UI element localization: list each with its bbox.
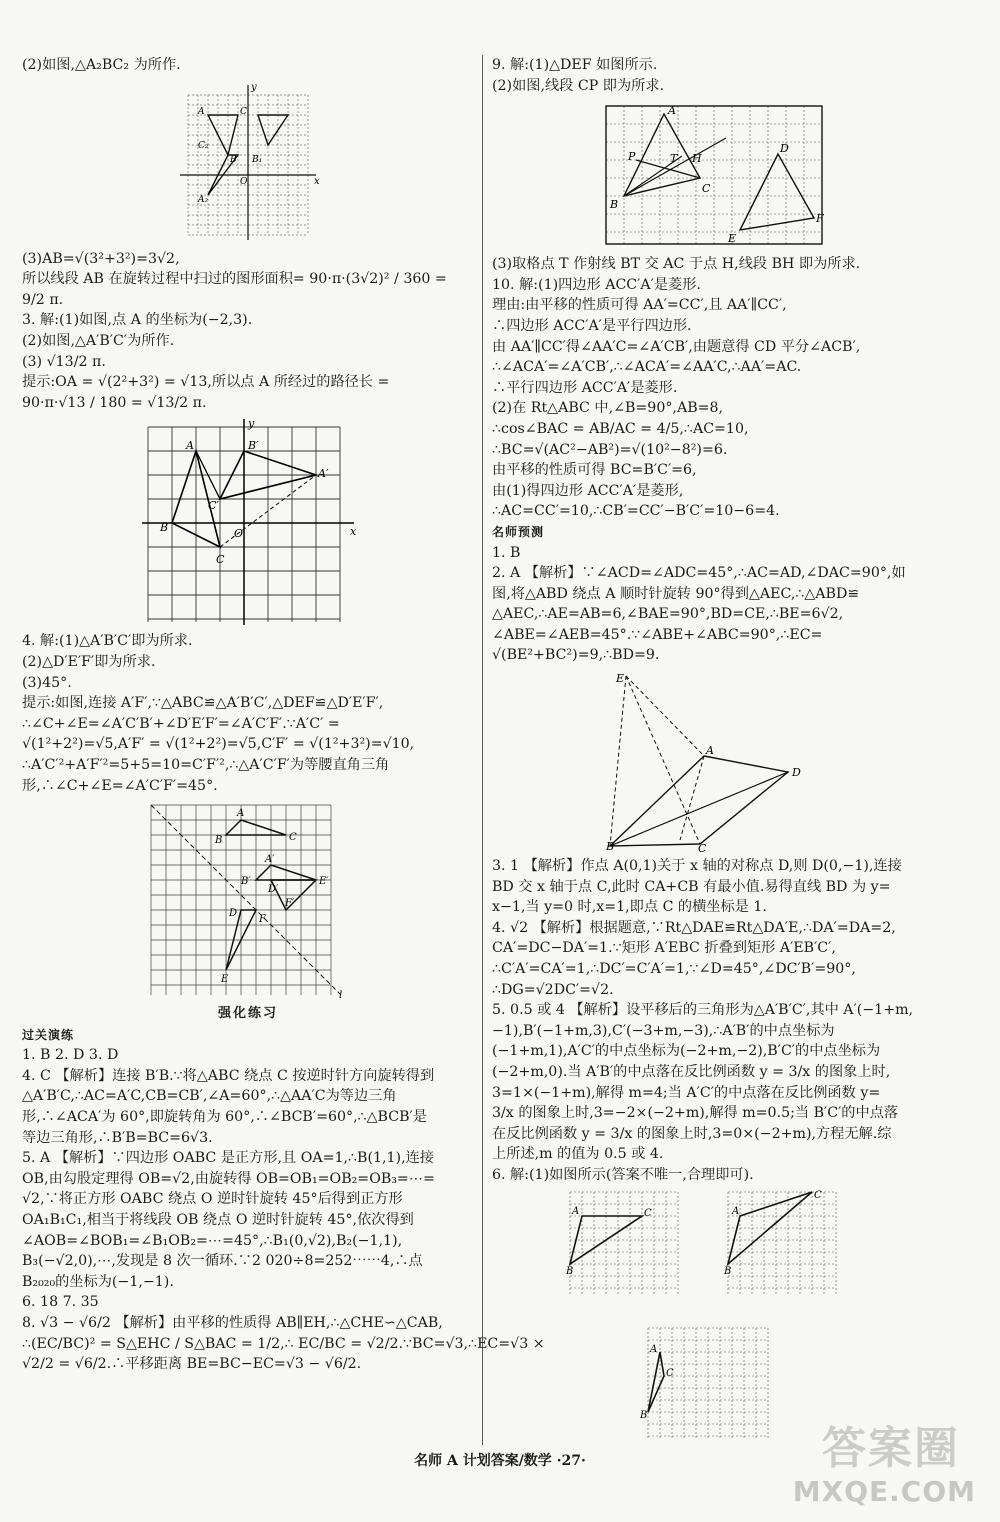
text-line: CA′=DC−DA′=1.∵矩形 A′EBC 折叠到矩形 A′EB′C′, <box>492 940 836 957</box>
text-line: 提示:OA = √(2²+3²) = √13,所以点 A 所经过的路径长 = <box>22 374 390 391</box>
text-line: 5. A 【解析】∵四边形 OABC 是正方形,且 OA=1,∴B(1,1),连接 <box>22 1150 434 1167</box>
text-line: (3)取格点 T 作射线 BT 交 AC 于点 H,线段 BH 即为所求. <box>492 256 861 273</box>
text-line: −1),B′(−1+m,3),C′(−3+m,−3),∴A′B′的中点坐标为 <box>492 1022 835 1039</box>
left-block-d <box>22 1045 545 1375</box>
text-line: ∴A′C′²+A′F′²=5+5=10=C′F′²,∴△A′C′F′为等腰直角三角 <box>22 756 390 773</box>
svg-text:C: C <box>702 182 711 196</box>
text-line: 90·π·√13 / 180 = √13/2 π. <box>22 394 207 411</box>
left-block-a <box>22 55 474 76</box>
svg-text:B′: B′ <box>248 439 259 453</box>
right-block-b <box>492 254 940 522</box>
text-line: OB,由勾股定理得 OB=√2,由旋转得 OB=OB₁=OB₂=OB₃=⋯= <box>22 1170 435 1187</box>
text-line: ∴BC=√(AC²−AB²)=√(10²−8²)=6. <box>492 441 728 458</box>
text-line: 等边三角形,∴B′B=BC=6√3. <box>22 1129 213 1146</box>
text-line: ∴DG=√2DC′=√2. <box>492 981 614 998</box>
svg-text:y: y <box>251 81 257 93</box>
text-line: 由平移的性质可得 BC=B′C′=6, <box>492 462 697 479</box>
figure-symmetry-grid <box>141 800 356 1000</box>
text-line: (2)如图,线段 CP 即为所求. <box>492 77 665 94</box>
text-line: 4. C 【解析】连接 B′B.∵将△ABC 绕点 C 按逆时针方向旋转得到 <box>22 1067 435 1084</box>
svg-text:D: D <box>228 908 237 920</box>
text-line: (3)45°. <box>22 674 72 691</box>
text-line: ∴cos∠BAC = AB/AC = 4/5,∴AC=10, <box>492 420 749 437</box>
svg-text:F′: F′ <box>284 898 294 910</box>
text-line: 2. A 【解析】∵∠ACD=∠ADC=45°,∴AC=AD,∠DAC=90°,如 <box>492 565 906 582</box>
svg-text:F: F <box>816 212 824 226</box>
text-line: 10. 解:(1)四边形 ACC′A′是菱形. <box>492 276 701 293</box>
text-line: ∴(EC/BC)² = S△EHC / S△BAC = 1/2,∴ EC/BC = √2/2.∵BC=√3,∴EC=√3 × <box>22 1335 545 1352</box>
text-line: 9/2 π. <box>22 291 64 308</box>
text-line: √2/2 = √6/2.∴平移距离 BE=BC−EC=√3 − √6/2. <box>22 1356 362 1373</box>
text-line: ∴∠ACA′=∠A′CB′,∴∠ACA′=∠AA′C,∴AA′=AC. <box>492 359 802 376</box>
text-line: 3. 解:(1)如图,点 A 的坐标为(−2,3). <box>22 312 253 329</box>
svg-text:A: A <box>186 439 194 453</box>
svg-text:C: C <box>666 1367 674 1379</box>
svg-text:C: C <box>814 1189 822 1201</box>
svg-text:A: A <box>706 744 714 758</box>
svg-text:E′: E′ <box>318 876 329 888</box>
text-line: ∴AC=CC′=10,∴CB′=CC′−B′C′=10−6=4. <box>492 503 780 520</box>
right-block-d <box>492 856 940 1186</box>
svg-text:A: A <box>198 106 205 117</box>
text-line: √(1²+2²)=√5,A′F′ = √(1²+2²)=√5,C′F′ = √(1²+3²)=√10, <box>22 736 415 753</box>
text-line: (2)△D′E′F′即为所求. <box>22 653 156 670</box>
figure-group-q6 <box>492 1186 940 1446</box>
svg-text:A′: A′ <box>318 467 329 481</box>
svg-text:A₂: A₂ <box>198 194 209 205</box>
svg-text:A: A <box>732 1205 740 1217</box>
svg-text:B: B <box>160 521 169 535</box>
text-line: ∴四边形 ACC′A′是平行四边形. <box>492 317 692 334</box>
text-line: (2)在 Rt△ABC 中,∠B=90°,AB=8, <box>492 400 724 417</box>
column-divider <box>482 55 483 1445</box>
svg-text:C: C <box>698 842 707 856</box>
text-line: △A′B′C,∴AC=A′C,CB=CB′,∠A=60°,∴△AA′C为等边三角 <box>22 1088 397 1105</box>
svg-text:C: C <box>216 553 225 567</box>
svg-text:B′: B′ <box>240 876 251 888</box>
svg-text:A: A <box>236 808 244 820</box>
text-line: B₃(−√2,0),⋯,发现是 8 次一循环.∵2 020÷8=252⋯⋯4,∴点 <box>22 1253 423 1270</box>
text-line: ∴平行四边形 ACC′A′是菱形. <box>492 379 678 396</box>
text-line: 9. 解:(1)△DEF 如图所示. <box>492 57 658 73</box>
text-line: √(BE²+BC²)=9,∴BD=9. <box>492 647 660 664</box>
svg-text:C′: C′ <box>208 499 219 513</box>
figure-q6-grid-2 <box>724 1188 842 1298</box>
text-line: 上所述,m 的值为 0.5 或 4. <box>492 1146 664 1163</box>
svg-text:D: D <box>792 766 801 780</box>
text-line: (2)如图,△A′B′C′为所作. <box>22 332 175 349</box>
text-line: △AEC,∴AE=AB=6,∠BAE=90°,BD=CE,∴BE=6√2, <box>492 606 844 623</box>
left-block-b <box>22 249 474 414</box>
sub-heading-practice: 过关演练 <box>22 1027 75 1042</box>
left-block-c <box>22 631 474 796</box>
text-line: 形,∴∠ACA′为 60°,即旋转角为 60°,∴∠BCB′=60°,∴△BCB′是 <box>22 1109 427 1126</box>
text-line: 4. 解:(1)△A′B′C′即为所求. <box>22 633 193 650</box>
svg-text:B₁: B₁ <box>252 154 263 165</box>
right-block-c <box>492 543 940 667</box>
svg-text:C: C <box>240 106 247 117</box>
figure-quadrilateral-abdc <box>606 670 826 856</box>
text-line: OA₁B₁C₁,相当于将线段 OB 绕点 O 逆时针旋转 45°,依次得到 <box>22 1212 414 1229</box>
right-column <box>492 55 940 1446</box>
text-line: (3) √13/2 π. <box>22 353 106 370</box>
text-line: ∠AOB=∠BOB₁=∠B₁OB₂=⋯=45°,∴B₁(0,√2),B₂(−1,1), <box>22 1232 403 1249</box>
text-line: √2,∵将正方形 OABC 绕点 O 逆时针旋转 45°后得到正方形 <box>22 1191 403 1208</box>
text-line: (2)如图,△A₂BC₂ 为所作. <box>22 57 181 73</box>
text-line: 在反比例函数 y = 3/x 的图象上时,3=0×(−2+m),方程无解.综 <box>492 1125 892 1142</box>
text-line: B₂₀₂₀的坐标为(−1,−1). <box>22 1273 174 1290</box>
svg-text:A: A <box>650 1343 658 1355</box>
text-line: ∴∠C+∠E=∠A′C′B′+∠D′E′F′=∠A′C′F′.∵A′C′ = <box>22 715 340 732</box>
watermark-logo-text: 答案圈 <box>822 1423 960 1474</box>
watermark-url: MXQE.COM <box>792 1475 976 1508</box>
text-line: 3=1×(−1+m),解得 m=4;当 A′C′的中点落在反比例函数 y= <box>492 1084 881 1101</box>
svg-text:H: H <box>692 152 702 166</box>
svg-text:B: B <box>640 1409 648 1421</box>
text-line: 5. 0.5 或 4 【解析】设平移后的三角形为△A′B′C′,其中 A′(−1+m, <box>492 1002 914 1019</box>
text-line: 由 AA′∥CC′得∠AA′C=∠A′CB′,由题意得 CD 平分∠ACB′, <box>492 338 861 355</box>
figure-triangle-def-grid <box>600 100 832 250</box>
svg-text:O: O <box>240 176 248 187</box>
svg-text:C: C <box>288 832 297 844</box>
svg-text:A: A <box>572 1205 580 1217</box>
svg-text:O: O <box>234 527 244 541</box>
figure-q6-grid-3 <box>642 1324 778 1444</box>
svg-text:B: B <box>610 198 619 212</box>
text-line: 4. √2 【解析】根据题意,∵Rt△DAE≌Rt△DA′E,∴DA′=DA=2, <box>492 919 896 936</box>
figure-q6-grid-1 <box>566 1188 684 1298</box>
text-line: 所以线段 AB 在旋转过程中扫过的图形面积= 90·π·(3√2)² / 360 = <box>22 271 447 288</box>
text-line: (−2+m,0).当 A′B′的中点落在反比例函数 y = 3/x 的图象上时, <box>492 1064 891 1080</box>
text-line: 形,∴∠C+∠E=∠A′C′F′=45°. <box>22 777 218 794</box>
figure-rotation-grid <box>178 80 318 245</box>
text-line: 图,将△ABD 绕点 A 顺时针旋转 90°得到△AEC,∴△ABD≌ <box>492 585 860 602</box>
svg-text:C₂: C₂ <box>198 140 209 151</box>
svg-text:F: F <box>258 914 266 926</box>
svg-text:x: x <box>350 525 357 539</box>
svg-text:B: B <box>724 1265 732 1277</box>
svg-text:B: B <box>214 835 222 847</box>
right-block-a <box>492 55 940 96</box>
text-line: (−1+m,1),A′C′的中点坐标为(−2+m,−2),B′C′的中点坐标为 <box>492 1043 881 1060</box>
svg-text:E: E <box>220 974 228 986</box>
text-line: 6. 18 7. 35 <box>22 1294 99 1311</box>
text-line: (3)AB=√(3²+3²)=3√2, <box>22 250 180 267</box>
text-line: 由(1)得四边形 ACC′A′是菱形, <box>492 482 684 499</box>
text-line: ∴C′A′=CA′=1,∴DC′=C′A′=1,∵∠D=45°,∠DC′B′=90°, <box>492 961 856 978</box>
text-line: ∠ABE=∠AEB=45°.∵∠ABE+∠ABC=90°,∴EC= <box>492 626 823 643</box>
text-line: 6. 解:(1)如图所示(答案不唯一,合理即可). <box>492 1166 754 1183</box>
text-line: 提示:如图,连接 A′F′,∵△ABC≌△A′B′C′,△DEF≌△D′E′F′, <box>22 695 384 712</box>
svg-text:B: B <box>606 840 615 854</box>
svg-text:B: B <box>566 1265 574 1277</box>
svg-text:l: l <box>338 990 342 1002</box>
text-line: 8. √3 − √6/2 【解析】由平移的性质得 AB∥EH,∴△CHE∽△CAB, <box>22 1315 443 1331</box>
text-line: BD 交 x 轴于点 C,此时 CA+CB 有最小值.易得直线 BD 为 y= <box>492 878 891 895</box>
svg-text:A: A <box>668 104 676 118</box>
svg-text:y: y <box>248 417 255 431</box>
svg-text:P: P <box>628 150 636 164</box>
text-line: 理由:由平移的性质可得 AA′=CC′,且 AA′∥CC′, <box>492 297 787 314</box>
svg-text:E: E <box>728 232 737 246</box>
svg-text:B: B <box>230 154 237 165</box>
svg-text:x: x <box>314 175 320 187</box>
svg-text:A′: A′ <box>264 854 274 866</box>
svg-text:T: T <box>670 152 678 166</box>
figure-coordinate-triangle <box>138 417 358 627</box>
text-line: 3/x 的图象上时,3=−2×(−2+m),解得 m=0.5;当 B′C′的中点落 <box>492 1105 899 1122</box>
svg-text:D: D <box>780 142 789 156</box>
sub-heading-prediction: 名师预测 <box>492 524 545 539</box>
text-line: 1. B 2. D 3. D <box>22 1047 119 1064</box>
text-line: 3. 1 【解析】作点 A(0,1)关于 x 轴的对称点 D,则 D(0,−1),连接 <box>492 858 902 875</box>
watermark <box>780 1423 990 1516</box>
svg-text:C: C <box>644 1207 652 1219</box>
section-title: 强化练习 <box>217 1006 278 1022</box>
svg-text:D′: D′ <box>267 884 278 896</box>
page-footer: 名师 A 计划答案/数学 ·27· <box>414 1453 586 1469</box>
text-line: x−1,当 y=0 时,x=1,即点 C 的横坐标是 1. <box>492 899 767 916</box>
text-line: 1. B <box>492 544 521 561</box>
svg-text:E: E <box>616 672 625 686</box>
